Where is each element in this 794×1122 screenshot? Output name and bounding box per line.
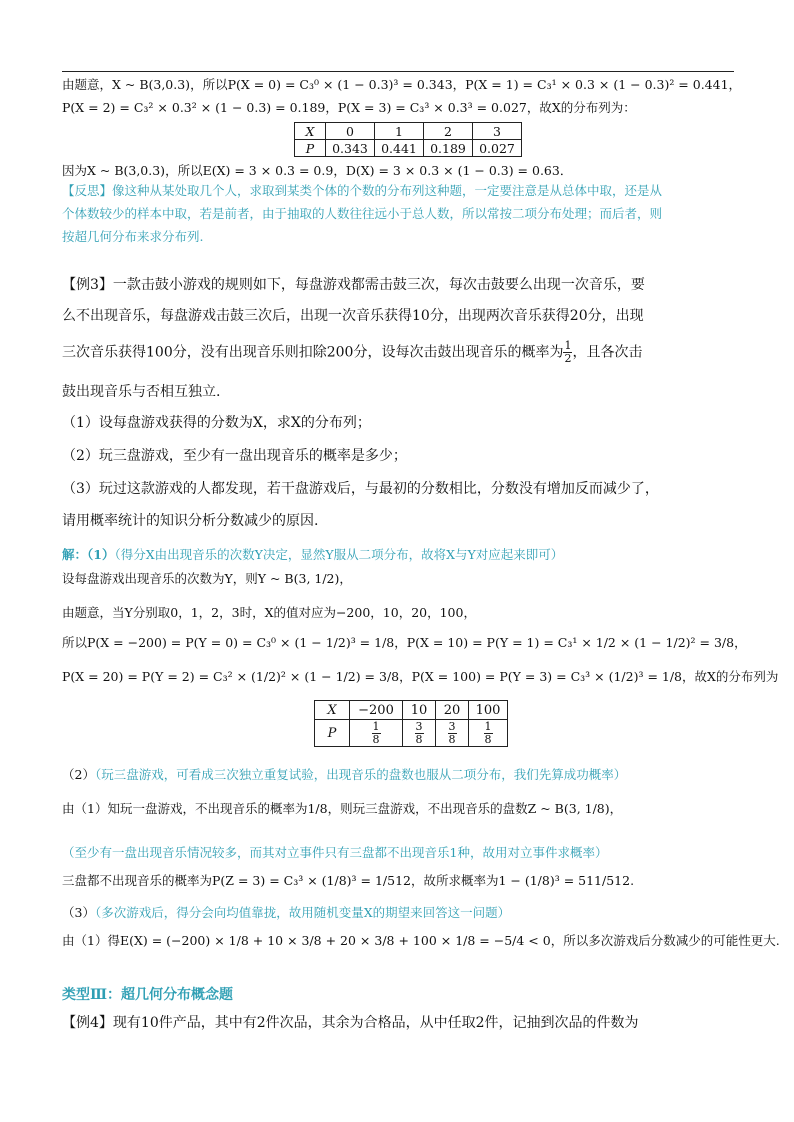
section-heading: 类型Ⅲ：超几何分布概念题 [62, 987, 234, 1003]
fraction-denominator: 8 [484, 732, 492, 746]
table-cell: 0.027 [473, 140, 522, 157]
solution-hint: （玩三盘游戏，可看成三次独立重复试验，出现音乐的盘数也服从二项分布，我们先算成功概率） [94, 767, 627, 782]
example-4-text: 【例4】现有10件产品，其中有2件次品，其余为合格品，从中任取2件，记抽到次品的件数为 [62, 1015, 639, 1031]
solution-label: 解：（1） [62, 547, 115, 562]
solution-line: 由题意，当Y分别取0，1，2，3时，X的值对应为−200，10，20，100， [62, 605, 476, 620]
distribution-table-1 [294, 122, 522, 157]
table-header: X [295, 123, 326, 140]
reflection-line: 个体数较少的样本中取，若是前者，由于抽取的人数往往远小于总人数，所以常按二项分布处理；而后者，则 [62, 206, 663, 221]
table-cell: 100 [469, 701, 508, 720]
table-cell: 0.189 [424, 140, 473, 157]
solution-line: 所以P(X = −200) = P(Y = 0) = C₃⁰ × (1 − 1/2)³ = 1/8，P(X = 10) = P(Y = 1) = C₃¹ × 1/2 × (1 − 1/2)² = 3/8， [62, 635, 747, 650]
example-3-text: 【例3】一款击鼓小游戏的规则如下，每盘游戏都需击鼓三次，每次击鼓要么出现一次音乐，要 [62, 277, 645, 293]
fraction-numerator: 1 [484, 719, 492, 733]
fraction [372, 721, 381, 746]
fraction-numerator: 1 [564, 339, 572, 352]
fraction-denominator: 8 [415, 732, 423, 746]
table-cell: 0.441 [375, 140, 424, 157]
fraction-denominator: 8 [448, 732, 456, 746]
text-segment: 三次音乐获得100分，没有出现音乐则扣除200分，设每次击鼓出现音乐的概率为 [62, 344, 564, 361]
table-cell: 20 [436, 701, 469, 720]
table-cell: −200 [350, 701, 403, 720]
solution-line: 由（1）知玩一盘游戏，不出现音乐的概率为1/8，则玩三盘游戏，不出现音乐的盘数Z ~ B(3, 1/8)， [62, 801, 623, 816]
question-2: （2）玩三盘游戏，至少有一盘出现音乐的概率是多少； [62, 448, 407, 464]
fraction-denominator: 2 [564, 352, 572, 365]
fraction-numerator: 3 [448, 719, 456, 733]
text-segment: ，且各次击 [572, 344, 643, 361]
solution-hint: （至少有一盘出现音乐情况较多，而其对立事件只有三盘都不出现音乐1种，故用对立事件求概率） [62, 845, 608, 860]
table-header: P [315, 720, 350, 747]
solution-line [62, 904, 510, 922]
fraction [415, 721, 424, 746]
example-3-text [62, 340, 642, 365]
table-cell: 10 [403, 701, 436, 720]
solution-hint: （多次游戏后，得分会向均值靠拢，故用随机变量X的期望来回答这一问题） [94, 905, 511, 920]
table-header: P [295, 140, 326, 157]
table-cell: 1 [375, 123, 424, 140]
fraction [448, 721, 457, 746]
part-label: （2） [62, 767, 95, 782]
part-label: （3） [62, 905, 95, 920]
reflection-line: 按超几何分布来求分布列. [62, 229, 204, 244]
text-line: 因为X ~ B(3,0.3)，所以E(X) = 3 × 0.3 = 0.9，D(X) = 3 × 0.3 × (1 − 0.3) = 0.63． [62, 163, 573, 178]
fraction-numerator: 1 [372, 719, 380, 733]
distribution-table-2 [314, 700, 508, 747]
question-3: （3）玩过这款游戏的人都发现，若干盘游戏后，与最初的分数相比，分数没有增加反而减少了， [62, 481, 659, 497]
text-line: P(X = 2) = C₃² × 0.3² × (1 − 0.3) = 0.189，P(X = 3) = C₃³ × 0.3³ = 0.027，故X的分布列为： [62, 100, 636, 115]
table-header: X [315, 701, 350, 720]
table-cell [436, 720, 469, 747]
fraction-denominator: 8 [372, 732, 380, 746]
solution-line: 设每盘游戏出现音乐的次数为Y，则Y ~ B(3, 1/2)， [62, 571, 352, 586]
table-cell [469, 720, 508, 747]
example-3-text: 么不出现音乐，每盘游戏击鼓三次后，出现一次音乐获得10分，出现两次音乐获得20分，出现 [62, 308, 644, 324]
solution-line: P(X = 20) = P(Y = 2) = C₃² × (1/2)² × (1 − 1/2) = 3/8，P(X = 100) = P(Y = 3) = C₃³ × (1/2)³ = 1/8，故X的分布列为 [62, 669, 779, 684]
fraction [484, 721, 493, 746]
table-cell: 3 [473, 123, 522, 140]
solution-line [62, 766, 626, 784]
example-3-text: 鼓出现音乐与否相互独立. [62, 384, 221, 400]
solution-hint: （得分X由出现音乐的次数Y决定，显然Y服从二项分布，故将X与Y对应起来即可） [114, 547, 564, 562]
header-rule [62, 71, 734, 72]
question-3-cont: 请用概率统计的知识分析分数减少的原因. [62, 513, 319, 529]
table-cell: 0.343 [326, 140, 375, 157]
fraction-numerator: 3 [415, 719, 423, 733]
solution-line [62, 546, 563, 564]
table-cell: 2 [424, 123, 473, 140]
table-cell [403, 720, 436, 747]
text-line: 由题意，X ~ B(3,0.3)，所以P(X = 0) = C₃⁰ × (1 − 0.3)³ = 0.343，P(X = 1) = C₃¹ × 0.3 × (1 − 0.3)² = 0.441， [62, 77, 742, 92]
reflection-line: 【反思】像这种从某处取几个人，求取到某类个体的个数的分布列这种题，一定要注意是从总体中取，还是从 [62, 183, 663, 198]
solution-line: 三盘都不出现音乐的概率为P(Z = 3) = C₃³ × (1/8)³ = 1/512，故所求概率为1 − (1/8)³ = 511/512. [62, 873, 635, 888]
table-cell [350, 720, 403, 747]
table-cell: 0 [326, 123, 375, 140]
solution-line: 由（1）得E(X) = (−200) × 1/8 + 10 × 3/8 + 20 × 3/8 + 100 × 1/8 = −5/4 < 0，所以多次游戏后分数减少的可能性更大. [62, 933, 780, 948]
question-1: （1）设每盘游戏获得的分数为X，求X的分布列； [62, 415, 371, 431]
